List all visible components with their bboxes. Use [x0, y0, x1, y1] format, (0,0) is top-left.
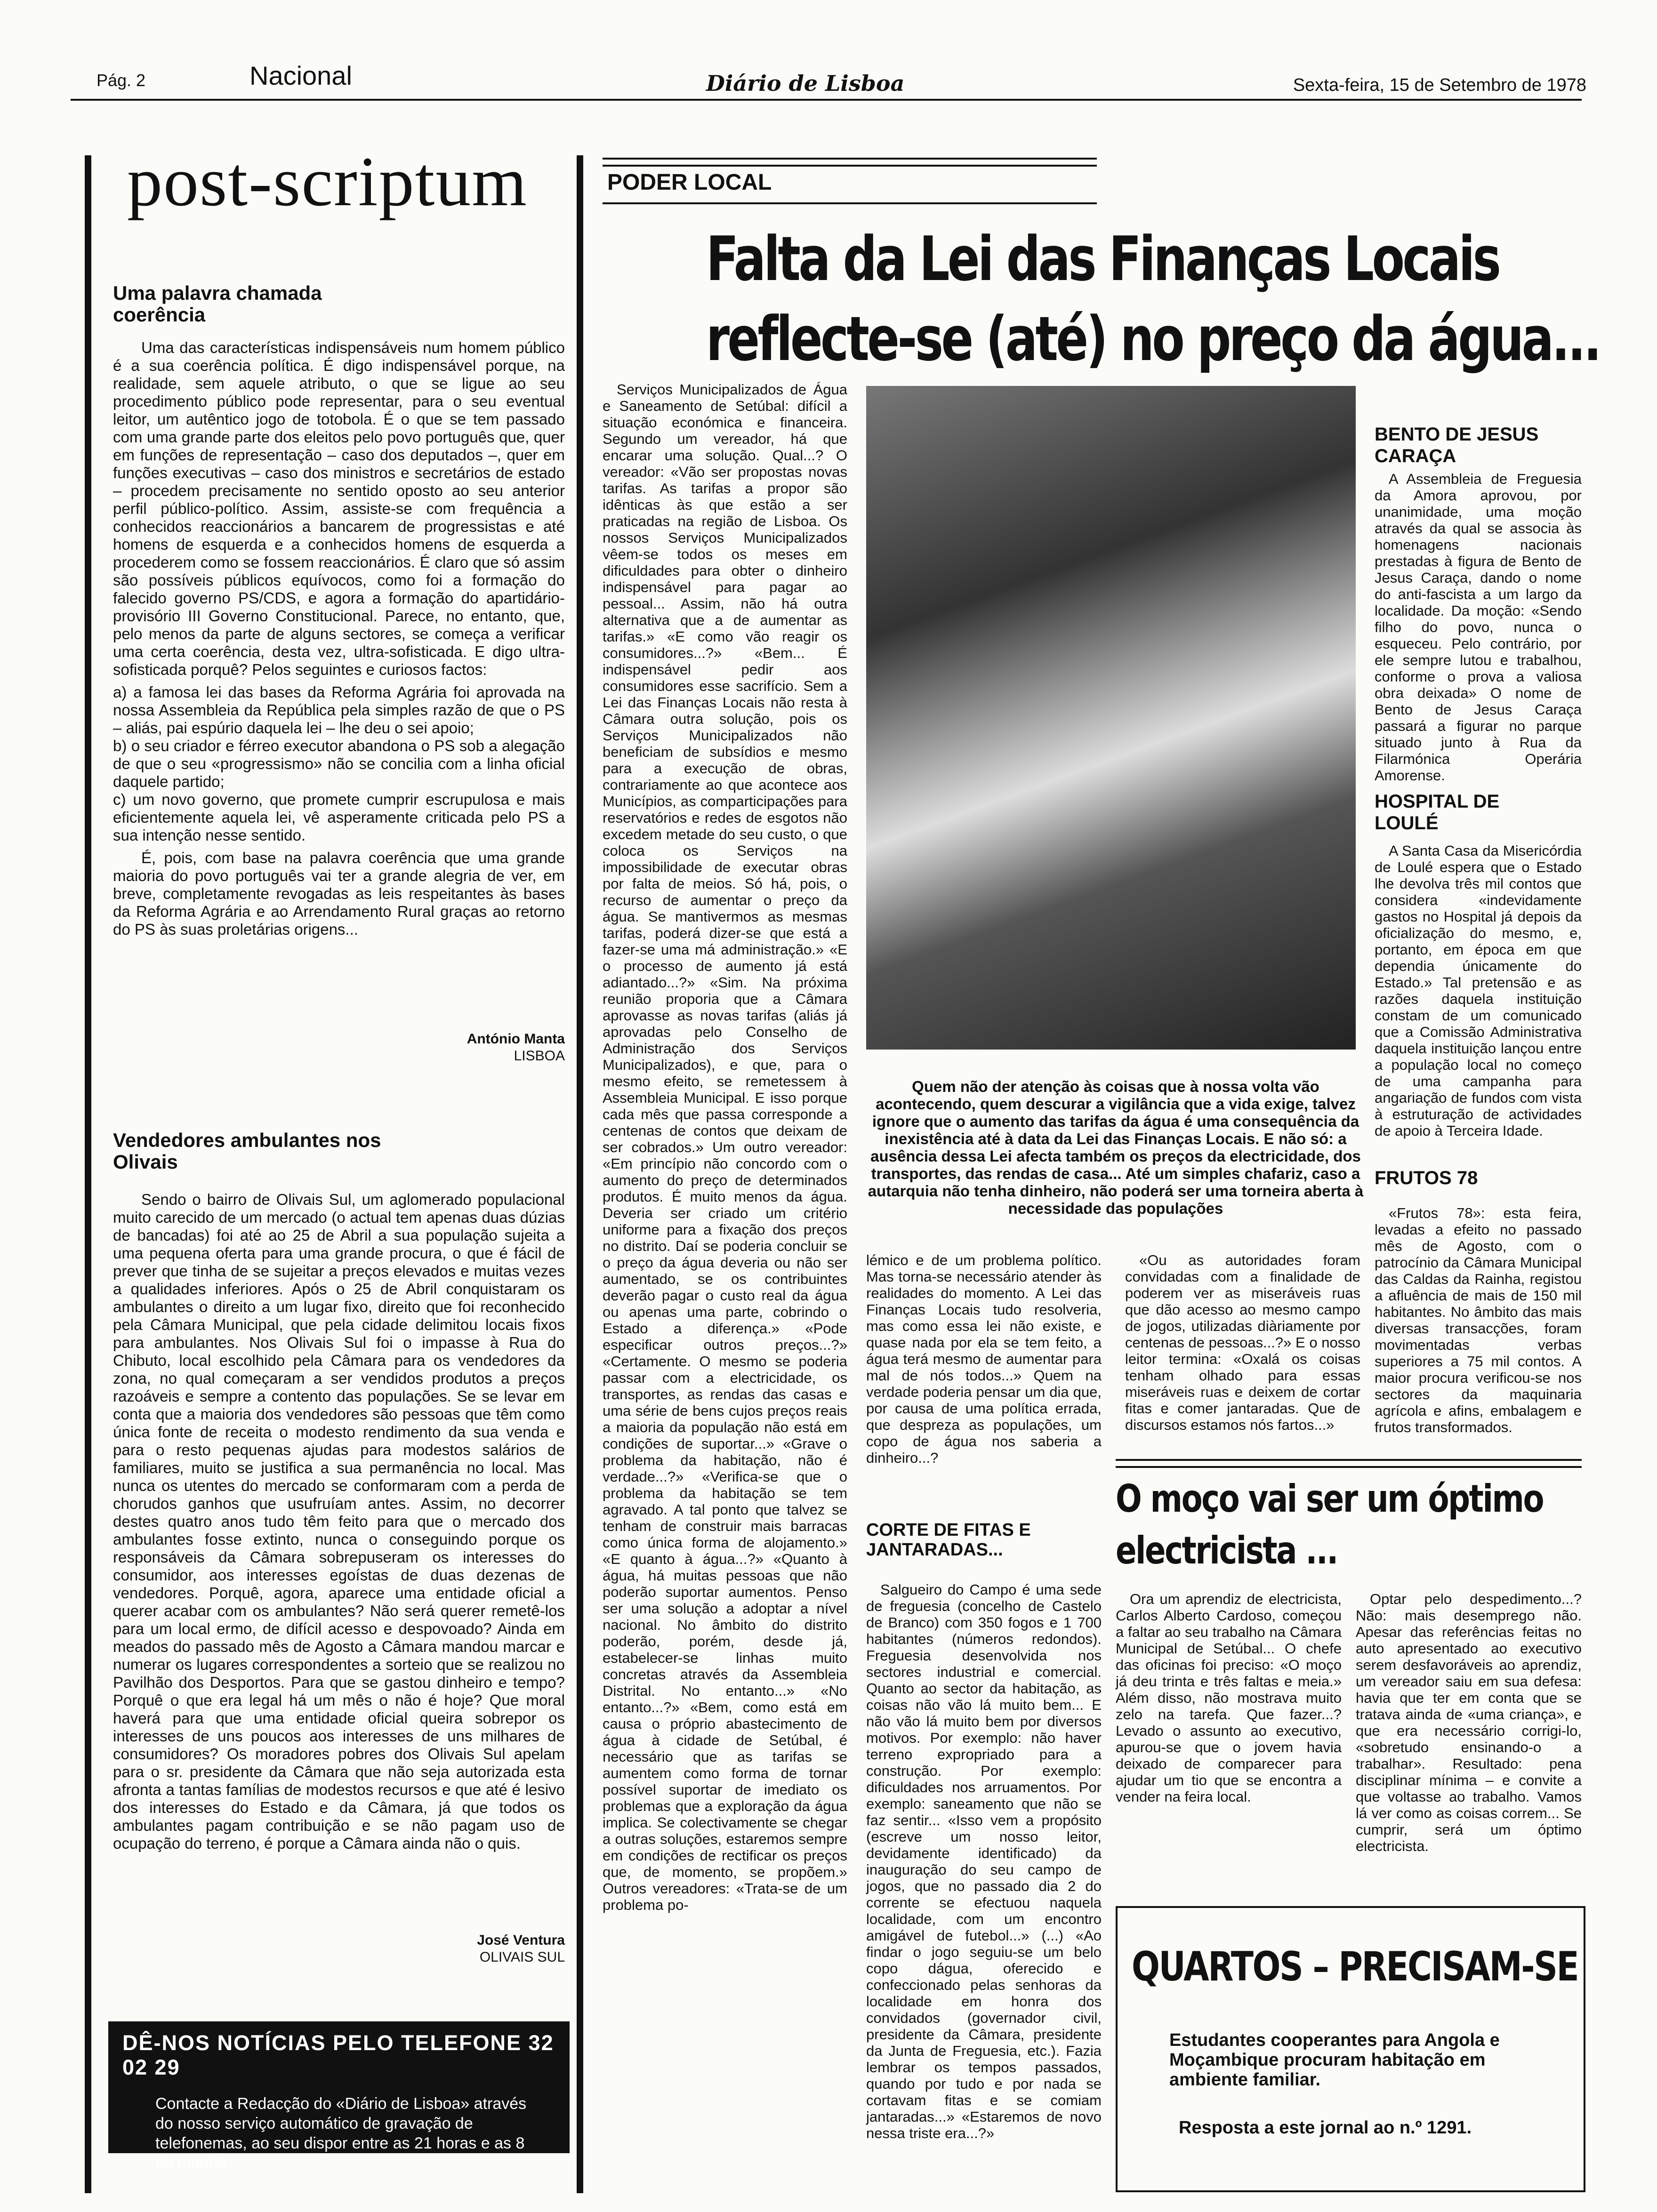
article-body — [1125, 1252, 1360, 1450]
article-text: Optar pelo despedimento...? Não: mais desemprego não. Apesar das referências feitas no auto apresentado ao executivo serem desfavoráveis ao aprendiz, um vereador saiu em sua defesa: havia que ter em conta que se tratava ainda de «uma criança», e que era necessário corrigi-lo, «sobretudo ensinando-o a trabalhar». Resultado: pena disciplinar mínima – e convite a que voltasse ao trabalho. Vamos lá ver como as coisas correm... Se cumprir, será um óptimo electricista. — [1356, 1591, 1582, 1854]
section-tag: PODER LOCAL — [607, 170, 772, 195]
article-headline: BENTO DE JESUS CARAÇA — [1375, 424, 1539, 466]
tag-rule — [603, 202, 1097, 204]
article-body — [113, 339, 565, 951]
article-text: Uma das características indispensáveis num homem público é a sua coerência política. É digo indispensável porque, na realidade, sem aquele atributo, o que se ligue ao seu procedimento público pode representar, para o seu eventual leitor, um autêntico jogo de totobola. É o que se tem passado com uma grande parte dos eleitos pelo povo português que, quer em funções de representação – caso dos deputados –, quer em funções executivas – caso dos ministros e secretários de estado – procedem precisamente no sentido oposto ao seu anterior perfil público-político. Assim, assiste-se com frequência a conhecidos reaccionários a bancarem de progressistas e até homens de esquerda e a conhecidos homens de esquerda a procederem como se fossem reaccionários. É claro que só assim são possíveis públicos equívocos, como foi a formação do falecido governo PS/CDS, e agora a formação do apartidário-provisório III Governo Constitucional. Parece, no entanto, que, pelo menos da parte de alguns sectores, se começa a verificar uma certa coerência, desta vez, ultra-sofisticada. E digo ultra-sofisticada porquê? Pelos seguintes e curiosos factos: — [113, 339, 565, 678]
article-text: A Santa Casa da Misericórdia de Loulé espera que o Estado lhe devolva três mil contos que considera «indevidamente gastos no Hospital já depois da oficialização do mesmo, e, portanto, em época em que dependia únicamente do Estado.» Tal pretensão e as razões daquela instituição constam de um comunicado que a Comissão Administrativa daquela instituição lançou entre a população local no começo de uma campanha para angariação de fundos com vista à estruturação de actividades de apoio à Terceira Idade. — [1375, 842, 1582, 1139]
ad-headline: QUARTOS – PRECISAM-SE — [1132, 1943, 1578, 1990]
ad-text: Estudantes cooperantes para Angola e Moçambique procuram habitação em ambiente familiar. — [1169, 2030, 1500, 2090]
article-headline: CORTE DE FITAS E JANTARADAS... — [866, 1520, 1031, 1560]
author-place: LISBOA — [514, 1048, 565, 1064]
box-text: Contacte a Redacção do «Diário de Lisboa» através do nosso serviço automático de gravação de telefonemas, ao seu dispor entre as 21 horas e as 8 da manhã. — [155, 2095, 527, 2172]
article-headline: Uma palavra chamada coerência — [113, 282, 322, 326]
fountain-photo — [866, 386, 1356, 1050]
list-item: c) um novo governo, que promete cumprir escrupulosa e mais eficientemente aquela lei, vê asperamente criticada pelo PS a sua intenção nesse sentido. — [113, 791, 565, 844]
article-body — [1116, 1591, 1342, 1883]
author-name: José Ventura — [477, 1932, 565, 1948]
phone-news-box — [108, 2021, 570, 2172]
article-body — [603, 381, 847, 2193]
page-number: Pág. 2 — [97, 71, 146, 90]
article-text: Sendo o bairro de Olivais Sul, um aglomerado populacional muito carecido de um mercado (o actual tem apenas duas dúzias de bancadas) foi até ao 25 de Abril a sua população sujeita a uma pequena oferta para uma grande procura, o que é fácil de prever que tinha de se sujeitar a preços elevados e muitas vezes a qualidades inferiores. Após o 25 de Abril conquistaram os ambulantes o direito a um lugar fixo, direito que foi reconhecido pela Câmara Municipal, que pela cidade delimitou locais fixos para ambulantes. Nos Olivais Sul foi o impasse à Rua do Chibuto, local escolhido pela Câmara para os vendedores da zona, no qual começaram a ser vendidos produtos a preços razoáveis e sempre a contento das populações. Se se levar em conta que a maioria dos vendedores são pessoas que têm como única fonte de receita o modesto rendimento da sua venda e para o resto pequenas ajudas para modestos salários de familiares, muito se justifica a sua permanência no local. Mas nunca os utentes do mercado se conformaram com a perda de chorudos ganhos que usufruíam antes. Assim, no decorrer destes quatro anos tudo têm feito para que o mercado dos ambulantes fosse extinto, nunca o conseguindo porque os responsáveis da Câmara sobrepuseram os interesses do consumidor, aos interesses egoístas de duas dezenas de vendedores. Porquê, agora, aparece uma entidade oficial a querer acabar com os ambulantes? Não será querer remetê-los para um local ermo, de difícil acesso e despovoado? Ainda em meados do passado mês de Agosto a Câmara mandou marcar e numerar os lugares correspondentes a sorteio que se realizou no Pavilhão dos Desportos. Para que se gastou dinheiro e tempo? Porquê o que era legal há um mês o não é hoje? Que moral haverá para que uma entidade oficial queira sobrepor os interesses de uns poucos aos interesses de uns milhares de consumidores? Os moradores pobres dos Olivais Sul apelam para o sr. presidente da Câmara que não seja autorizada esta afronta a tantas famílias de modestos recursos e que até é lesivo dos interesses do Estado e da Câmara, já que todos os ambulantes pagam contribuição e se não pagam uso de ocupação do terreno, é porque a Câmara ainda não o quis. — [113, 1191, 565, 1852]
article-headline: HOSPITAL DE LOULÉ — [1375, 791, 1500, 834]
postscriptum-title: post-scriptum — [127, 143, 528, 221]
article-body — [1375, 471, 1582, 800]
box-rule — [1116, 1459, 1582, 1461]
photo-caption: Quem não der atenção às coisas que à nossa volta vão acontecendo, quem descurar a vigilância que a vida exige, talvez ignore que o aumento das tarifas da água é uma consequência da inexistência até à data da Lei das Finanças Locais. E não só: a ausência dessa Lei afecta também os preços da electricidade, dos transportes, das rendas de casa... Até um simples chafariz, caso a autarquia não tenha dinheiro, não poderá ser uma torneira aberta à necessidade das populações — [868, 1078, 1364, 1217]
article-body — [866, 1252, 1102, 1553]
moco-headline: O moço vai ser um óptimo — [1116, 1477, 1544, 1521]
article-text: Salgueiro do Campo é uma sede de freguesia (concelho de Castelo de Branco) com 350 fogos e 1 700 habitantes (números redondos). Freguesia desenvolvida nos sectores industrial e comercial. Quanto ao sector da habitação, as coisas não vão lá muito bem... E não vão lá muito bem por diversos motivos. Por exemplo: não haver terreno expropriado para a construção. Por exemplo: dificuldades nos arruamentos. Por exemplo: saneamento que não se faz sentir... «Isso vem a propósito (escreve um nosso leitor, devidamente identificado) da inauguração do seu campo de jogos, que no passado dia 2 do corrente se efectuou naquela localidade, com um encontro amigável de futebol...» (...) «Ao findar o jogo seguiu-se um belo copo dágua, oferecido e confeccionado pelas senhoras da localidade em honra dos convidados (governador civil, presidente da Câmara, presidente da Junta de Freguesia, etc.). Fazia lembrar os tempos passados, quando por tudo e por nada se cortavam fitas e se comiam jantaradas...» «Estaremos de novo nessa triste era...?» — [866, 1581, 1102, 2141]
article-body — [1375, 1205, 1582, 1435]
article-body — [866, 1581, 1102, 2207]
classified-ad — [1116, 1906, 1585, 2192]
author-name: António Manta — [467, 1031, 565, 1047]
article-body — [113, 1191, 565, 1915]
list-item: a) a famosa lei das bases da Reforma Agrária foi aprovada na nossa Assembleia da República pela simples razão de que o PS – aliás, pai espúrio daquela lei – lhe deu o sei apoio; — [113, 683, 565, 737]
box-headline: DÊ-NOS NOTÍCIAS PELO TELEFONE 32 02 29 — [122, 2031, 554, 2079]
article-headline: FRUTOS 78 — [1375, 1168, 1478, 1188]
author-place: OLIVAIS SUL — [479, 1949, 565, 1965]
ad-reply: Resposta a este jornal ao n.º 1291. — [1179, 2118, 1472, 2138]
center-column-bar — [577, 155, 583, 2193]
box-rule — [1116, 1466, 1582, 1468]
section-name: Nacional — [249, 61, 352, 90]
article-body — [1356, 1591, 1582, 1883]
article-text: lémico e de um problema político. Mas torna-se necessário atender às realidades do momento. A Lei das Finanças Locais tudo resolveria, mas como essa lei não existe, e quase nada por ela se tem feito, a água terá mesmo de aumentar para mal de nós todos...» Quem na verdade poderia pensar um dia que, por causa de uma política errada, que despreza as populações, um copo de água nos saberia a dinheiro...? — [866, 1252, 1102, 1466]
article-text: «Ou as autoridades foram convidadas com a finalidade de poderem ver as miseráveis ruas que dão acesso ao mesmo campo de jogos, utilizadas diàriamente por centenas de pessoas...?» E o nosso leitor termina: «Oxalá os coisas tenham olhado para essas miseráveis ruas e deixem de cortar fitas e comer jantaradas. Que de discursos estamos nós fartos...» — [1125, 1252, 1360, 1433]
list-item: b) o seu criador e férreo executor abandona o PS sob a alegação de que o seu «progressismo» não se concilia com a linha oficial daquele partido; — [113, 737, 565, 790]
top-rule — [603, 165, 1097, 167]
main-headline: Falta da Lei das Finanças Locais — [706, 223, 1499, 295]
article-headline: Vendedores ambulantes nos Olivais — [113, 1129, 381, 1173]
article-signature — [330, 1932, 565, 1966]
article-text: É, pois, com base na palavra coerência que uma grande maioria do povo português vai ter a grande alegria de ver, em breve, completamente revogadas as leis respeitantes às bases da Reforma Agrária e ao Arrendamento Rural graças ao retorno do PS às suas proletárias origens... — [113, 849, 565, 938]
article-body — [1375, 842, 1582, 1172]
article-text: Serviços Municipalizados de Água e Saneamento de Setúbal: difícil a situação económica e financeira. Segundo um vereador, há que encarar uma solução. Qual...? O vereador: «Vão ser propostas novas tarifas. As tarifas a propor são idênticas às que estão a ser praticadas na região de Lisboa. Os nossos Serviços Municipalizados vêem-se todos os meses em dificuldades para obter o dinheiro indispensável para pagar ao pessoal... Assim, não há outra alternativa que a de aumentar as tarifas.» «E como vão reagir os consumidores...?» «Bem... É indispensável pedir aos consumidores esse sacrifício. Sem a Lei das Finanças Locais não resta à Câmara outra solução, pois os Serviços Municipalizados não beneficiam de subsídios e mesmo para a execução de obras, contrariamente ao que acontece aos Municípios, as comparticipações para reservatórios e redes de esgotos não excedem metade do seu custo, o que coloca os Serviços na impossibilidade de executar obras por falta de meios. Só há, pois, o recurso de aumentar o preço da água. Se mantivermos as mesmas tarifas, poderá dizer-se que está a fazer-se uma má administração.» «E o processo de aumento já está adiantado...?» «Sim. Na próxima reunião proporia que a Câmara aprovasse as novas tarifas (aliás já aprovadas pelo Conselho de Administração dos Serviços Municipalizados), e que, para o mesmo efeito, se remetessem à Assembleia Municipal. E isso porque cada mês que passa corresponde a centenas de contos que deixam de ser cobrados.» Um outro vereador: «Em princípio não concordo com o aumento do preço de determinados produtos. É muito menos da água. Deveria ser criado um critério uniforme para a fixação dos preços no distrito. Daí se poderia concluir se o preço da água deveria ou não ser aumentado, se os contribuintes deverão pagar o custo real da água ou apenas uma parte, cobrindo o Estado a diferença.» «Pode especificar outros preços...?» «Certamente. O mesmo se poderia passar com a electricidade, os transportes, as rendas das casas e uma série de bens cujos preços reais a maioria da população não está em condições de suportar...» «Grave o problema da habitação, não é verdade...?» «Verifica-se que o problema da habitação se tem agravado. A tal ponto que talvez se tenham de construir mais barracas como única forma de alojamento.» «E quanto à água...?» «Quanto à água, há muitas pessoas que não poderão suportar aumentos. Penso ser uma solução a adoptar a nível nacional. No âmbito do distrito poderão, porém, desde já, estabelecer-se linhas muito concretas através da Assembleia Distrital. No entanto...» «No entanto...?» «Bem, como está em causa o próprio abastecimento de água à cidade de Setúbal, é necessário que as tarifas se aumentem como forma de tornar possível suportar de imediato os problemas que a exploração da água implica. Se colectivamente se chegar a outras soluções, estaremos sempre em condições de rectificar os preços que, de momento, se propõem.» Outros vereadores: «Trata-se de um problema po- — [603, 381, 847, 1913]
top-rule — [603, 158, 1097, 160]
article-signature — [330, 1031, 565, 1065]
issue-date: Sexta-feira, 15 de Setembro de 1978 — [1293, 75, 1586, 95]
masthead: Diário de Lisboa — [706, 71, 905, 96]
left-column-bar — [85, 155, 91, 2193]
header-rule — [71, 99, 1582, 101]
article-text: A Assembleia de Freguesia da Amora aprovou, por unanimidade, uma moção através da qual se associa às homenagens nacionais prestadas à figura de Bento de Jesus Caraça, dando o nome do anti-fascista a um largo da localidade. Da moção: «Sendo filho do povo, nunca o esqueceu. Pelo contrário, por ele sempre lutou e trabalhou, conforme o prova a valiosa obra deixada» O nome de Bento de Jesus Caraça passará a figurar no parque situado junto à Rua da Filarmónica Operária Amorense. — [1375, 471, 1582, 784]
main-headline: reflecte-se (até) no preço da água... — [706, 303, 1600, 375]
article-text: Ora um aprendiz de electricista, Carlos Alberto Cardoso, começou a faltar ao seu trabalho na Câmara Municipal de Setúbal... O chefe das oficinas foi preciso: «O moço já deu trinta e três faltas e meia.» Além disso, não mostrava muito zelo na tarefa. Que fazer...? Levado o assunto ao executivo, apurou-se que o jovem havia deixado de comparecer para ajudar um tio que se encontra a vender na feira local. — [1116, 1591, 1342, 1805]
article-text: «Frutos 78»: esta feira, levadas a efeito no passado mês de Agosto, com o patrocínio da Câmara Municipal das Caldas da Rainha, registou a afluência de mais de 150 mil habitantes. No âmbito das mais diversas transacções, foram movimentadas verbas superiores a 75 mil contos. A maior procura verificou-se nos sectores da maquinaria agrícola e afins, embalagem e frutos transformados. — [1375, 1205, 1582, 1435]
moco-headline: electricista ... — [1116, 1529, 1337, 1572]
